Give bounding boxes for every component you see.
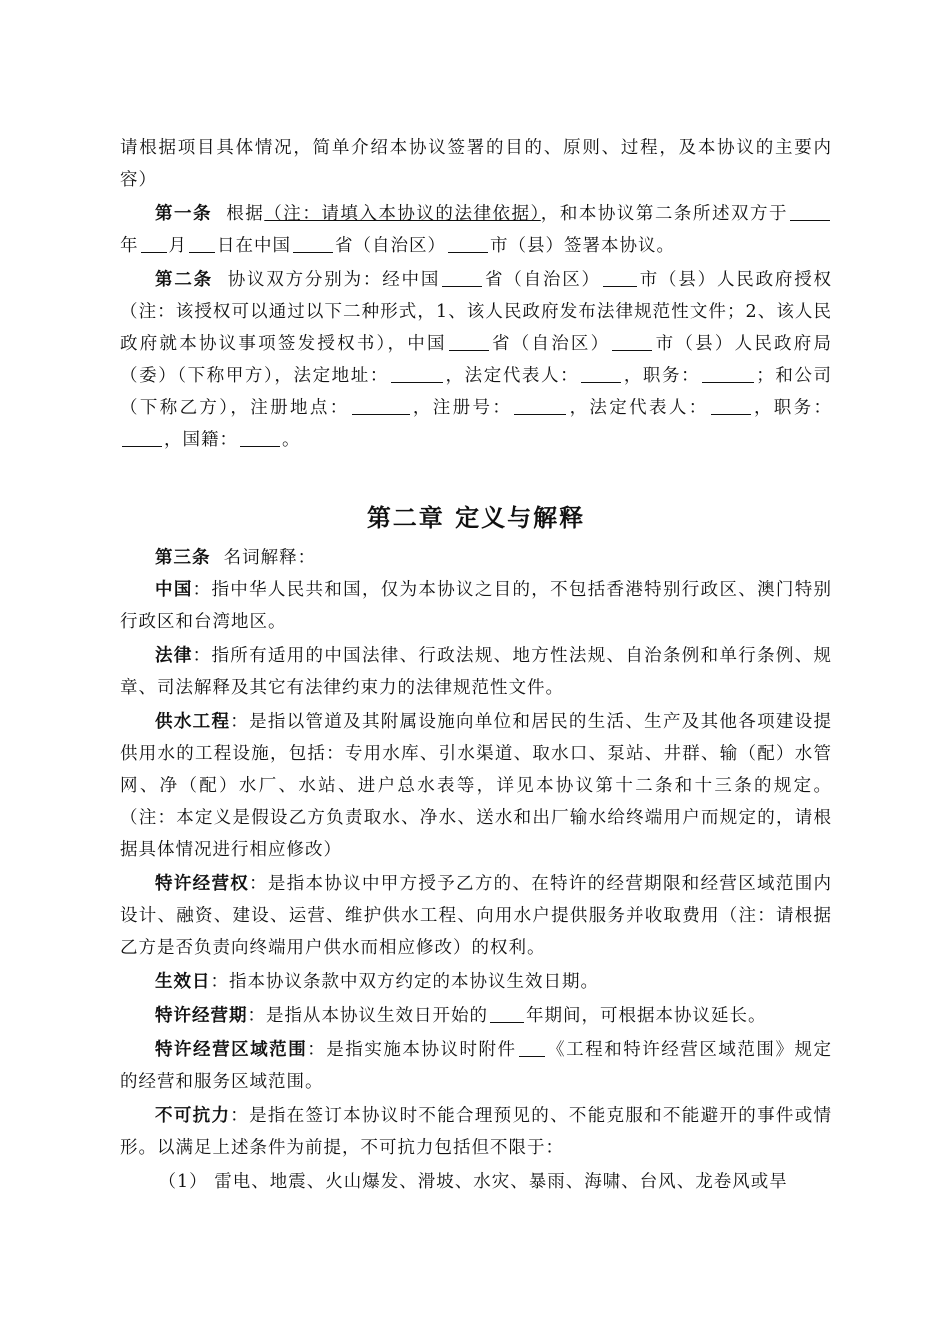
article-1-text-a: 根据 [226,204,265,224]
article-2-text-a: 协议双方分别为：经中国 [227,270,441,290]
def-water-text: ：是指以管道及其附属设施向单位和居民的生活、生产及其他各项建设提供用水的工程设施，包括：专用水库、引水渠道、取水口、泵站、井群、输（配）水管网、净（配）水厂、水站、进户总水表等，详见本协议第十二条和十三条的规定。（注：本定义是假设乙方负责取水、净水、送水和出厂输水给终端用户而规定的，请根据具体情况进行相应修改） [120,712,833,860]
article-3-label: 第三条 [155,548,211,568]
def-franchise-area [120,1034,832,1098]
article-2 [120,264,832,456]
article-1-text-f: 省（自治区） [335,236,446,256]
def-area-text-a: ：是指实施本协议时附件 [307,1040,517,1060]
intro-paragraph [120,132,832,196]
document-body [120,132,832,1198]
reg-no-blank [514,395,566,415]
article-2-text-h: ；和公司（下称乙方），注册地点： [120,366,833,418]
city-blank [448,233,488,253]
period-years-blank [490,1003,524,1023]
article-2-text-b: 省（自治区） [484,270,601,290]
def-period-term: 特许经营期 [155,1006,248,1026]
annex-blank [519,1037,545,1057]
province-blank [293,233,333,253]
def-franchise-period [120,1000,832,1032]
def-law-text: ：指所有适用的中国法律、行政法规、地方性法规、自治条例和单行条例、规章、司法解释及其它有法律约束力的法律规范性文件。 [120,646,833,698]
article-3 [120,542,832,574]
def-water-term: 供水工程 [155,712,231,732]
def-period-text-a: ：是指从本协议生效日开始的 [247,1006,488,1026]
def-china-term: 中国 [155,580,193,600]
article-2-text-m: 。 [282,430,301,450]
def-force-majeure [120,1100,832,1164]
def-law-term: 法律 [155,646,193,666]
def-force-term: 不可抗力 [155,1106,231,1126]
article-2-text-g: ，职务： [623,366,701,386]
nationality-blank [240,427,280,447]
rep-blank [581,363,621,383]
rep-blank-2 [711,395,751,415]
article-1-text-g: 市（县）签署本协议。 [490,236,675,256]
article-2-text-i: ，注册号： [411,398,513,418]
article-1-text-d: 月 [168,236,187,256]
def-effective-text: ：指本协议条款中双方约定的本协议生效日期。 [210,972,599,992]
article-3-text: 名词解释： [223,548,317,568]
address-blank [391,363,443,383]
day-blank [189,233,215,253]
force-item-1-text: （1） 雷电、地震、火山爆发、滑坡、水灾、暴雨、海啸、台风、龙卷风或旱 [158,1172,788,1192]
intro-text: 请根据项目具体情况，简单介绍本协议签署的目的、原则、过程，及本协议的主要内容） [120,138,832,190]
def-area-text-b: 《工程和特许经营区域范围》规定的经营和服务区域范围。 [120,1040,833,1092]
title-blank [702,363,754,383]
city-blank-3 [612,331,652,351]
title-blank-2 [122,427,162,447]
def-period-text-b: 年期间，可根据本协议延长。 [526,1006,767,1026]
article-2-text-l: ，国籍： [164,430,238,450]
def-force-text: ：是指在签订本协议时不能合理预见的、不能克服和不能避开的事件或情形。以满足上述条件为前提，不可抗力包括但不限于： [120,1106,833,1158]
month-blank [141,233,167,253]
reg-place-blank [352,395,410,415]
province-blank-3 [449,331,489,351]
article-1-legal-basis-note: （注：请填入本协议的法律依据） [264,204,541,224]
force-majeure-item-1 [120,1166,832,1198]
article-2-label: 第二条 [155,270,213,290]
province-blank-2 [442,267,482,287]
city-blank-2 [603,267,637,287]
def-china-text: ：指中华人民共和国，仅为本协议之目的，不包括香港特别行政区、澳门特别行政区和台湾地区。 [120,580,833,632]
article-2-text-e: 市（县）人民政府局（委）（下称甲方），法定地址： [120,334,833,386]
article-2-text-k: ，职务： [752,398,833,418]
article-2-text-j: ，法定代表人： [568,398,709,418]
def-franchise [120,868,832,964]
article-1-label: 第一条 [155,204,213,224]
def-franchise-text: ：是指本协议中甲方授予乙方的、在特许的经营期限和经营区域范围内设计、融资、建设、运营、维护供水工程、向用水户提供服务并收取费用（注：请根据乙方是否负责向终端用户供水而相应修改）的权利。 [120,874,833,958]
def-franchise-term: 特许经营权 [155,874,250,894]
def-china [120,574,832,638]
article-1-text-c: 年 [120,236,139,256]
article-1 [120,198,832,262]
article-2-text-d: 省（自治区） [490,334,611,354]
chapter-2-title: 第二章 定义与解释 [366,503,586,532]
def-effective-date [120,966,832,998]
def-water-project [120,706,832,866]
article-1-text-e: 日在中国 [217,236,291,256]
def-effective-term: 生效日 [155,972,211,992]
article-2-text-f: ，法定代表人： [444,366,580,386]
def-law [120,640,832,704]
def-area-term: 特许经营区域范围 [155,1040,308,1060]
article-2-text-c: 市（县）人民政府授权（注：该授权可以通过以下二种形式，1、该人民政府发布法律规范性文件；2、该人民政府就本协议事项签发授权书），中国 [120,270,833,354]
year-blank [790,201,830,221]
article-1-text-b: ，和本协议第二条所述双方于 [540,204,789,224]
